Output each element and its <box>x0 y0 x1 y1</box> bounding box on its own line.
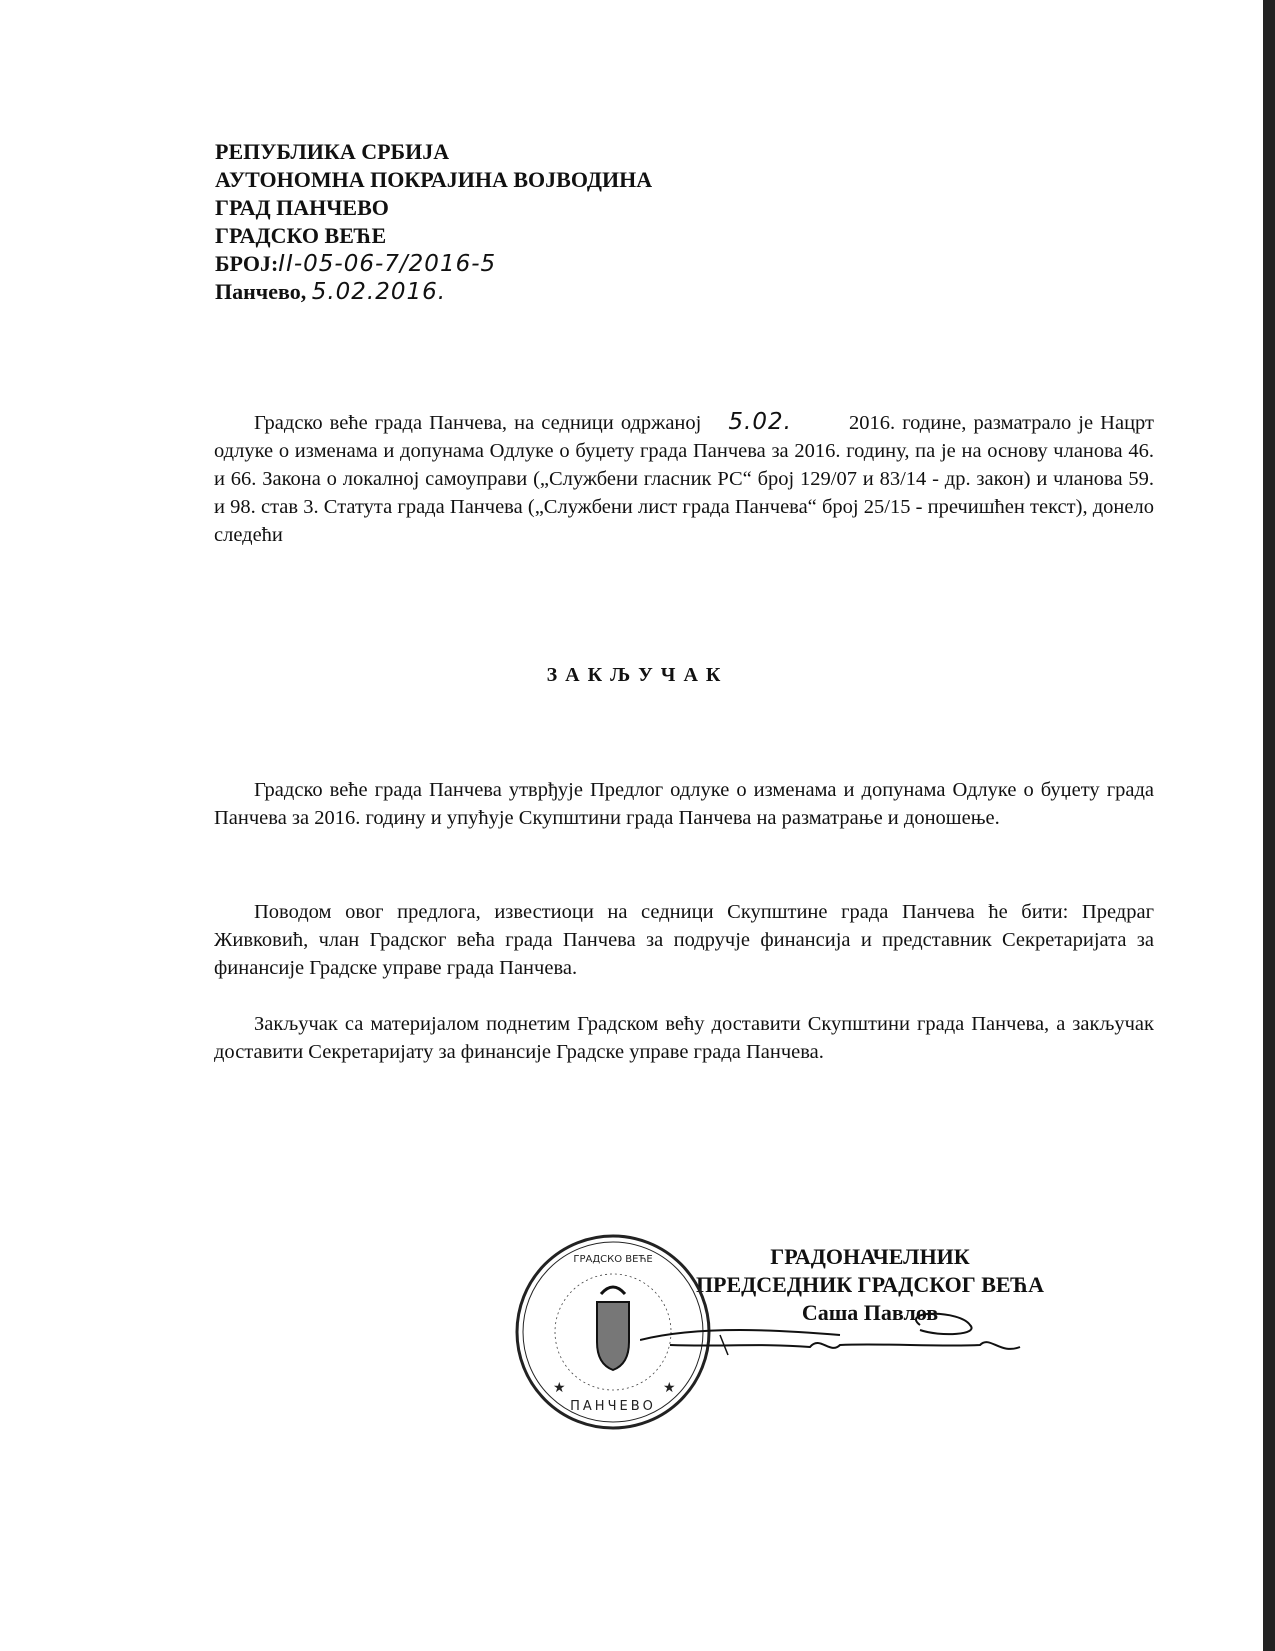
number-label: БРОЈ: <box>215 251 279 276</box>
intro-text-a: Градско веће града Панчева, на седници одржаној <box>254 412 702 434</box>
paragraph-3: Закључак са материјалом поднетим Градском већу доставити Скупштини града Панчева, а закључак доставити Секретаријату за финансије Градске управе града Панчева. <box>214 1013 1154 1063</box>
date-value: 5.02.2016. <box>311 279 447 305</box>
header-line-council: ГРАДСКО ВЕЋЕ <box>215 223 387 248</box>
scan-edge <box>1263 0 1275 1651</box>
number-value: II-05-06-7/2016-5 <box>278 251 497 277</box>
handwritten-session-date: 5.02. <box>728 409 792 435</box>
intro-paragraph <box>214 408 1154 549</box>
header-line-republic: РЕПУБЛИКА СРБИЈА <box>215 139 450 164</box>
signature-title-president: ПРЕДСЕДНИК ГРАДСКОГ ВЕЋА <box>695 1272 1045 1297</box>
svg-text:ГРАДСКО ВЕЋЕ: ГРАДСКО ВЕЋЕ <box>573 1254 653 1265</box>
paragraph-1: Градско веће града Панчева утврђује Предлог одлуке о изменама и допунама Одлуке о буџету града Панчева за 2016. годину и упућује Скупштини града Панчева на разматрање и доношење. <box>214 779 1154 829</box>
document-header <box>215 138 652 306</box>
document-number <box>215 250 652 278</box>
intro-text-b: 2016. године, разматрало је Нацрт одлуке о изменама и допунама Одлуке о буџету града Панчева за 2016. годину, па је на основу чланова 46. и 66. Закона о локалној самоуправи („Службени гласник РС“ број 129/07 и 83/14 - др. закон) и чланова 59. и 98. став 3. Статута града Панчева („Службени лист града Панчева“ број 25/15 - пречишћен текст), донело следећи <box>214 412 1154 546</box>
header-line-province: АУТОНОМНА ПОКРАЈИНА ВОЈВОДИНА <box>215 167 653 192</box>
place-label: Панчево, <box>215 279 307 304</box>
header-line-city: ГРАД ПАНЧЕВО <box>215 195 389 220</box>
svg-text:★: ★ <box>553 1381 566 1396</box>
paragraph-2: Поводом овог предлога, известиоци на седници Скупштине града Панчева ће бити: Предраг Живковић, члан Градског већа града Панчева за подручје финансија и представник Секретаријата за финансије Градске управе града Панчева. <box>214 901 1154 979</box>
svg-text:ПАНЧЕВО: ПАНЧЕВО <box>570 1399 656 1414</box>
signatory-name: Саша Павлов <box>801 1300 939 1325</box>
document-title: ЗАКЉУЧАК <box>546 664 729 686</box>
signature-title-mayor: ГРАДОНАЧЕЛНИК <box>770 1244 970 1269</box>
handwritten-signature-icon <box>640 1305 1040 1365</box>
svg-text:★: ★ <box>663 1381 676 1396</box>
document-date <box>215 278 652 306</box>
